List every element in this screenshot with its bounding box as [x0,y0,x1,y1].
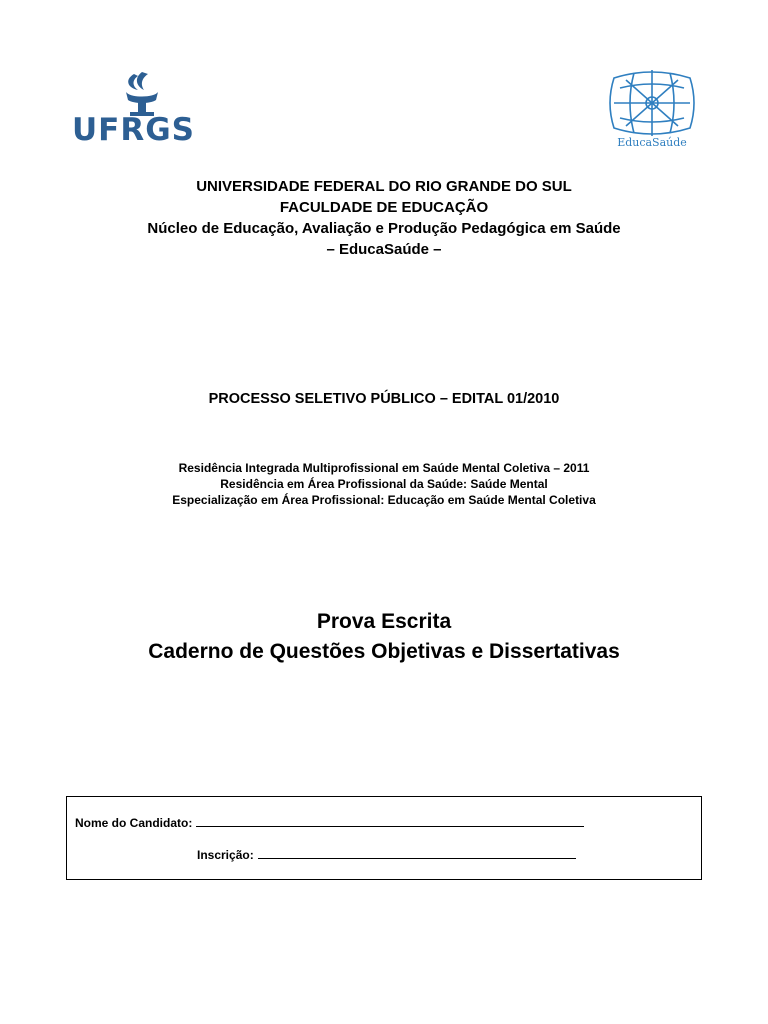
nucleus-acronym: – EducaSaúde – [326,241,442,258]
candidate-name-label: Nome do Candidato: [75,816,193,830]
candidate-form [66,796,702,880]
process-title: PROCESSO SELETIVO PÚBLICO – EDITAL 01/2010 [208,391,560,407]
faculty-name: FACULDADE DE EDUCAÇÃO [279,199,489,216]
program-2: Residência em Área Profissional da Saúde: Saúde Mental [220,477,548,491]
registration-label: Inscrição: [197,848,254,862]
program-1: Residência Integrada Multiprofissional em Saúde Mental Coletiva – 2011 [178,461,590,475]
registration-row [197,848,576,862]
registration-field[interactable] [258,848,576,859]
exam-title: Prova Escrita [316,610,452,633]
program-3: Especialização em Área Profissional: Educação em Saúde Mental Coletiva [172,493,596,507]
educasaude-logo-text: EducaSaúde [617,136,687,149]
ufrgs-logo-text: UFRGS [72,112,195,148]
globe-icon [606,68,698,138]
candidate-name-row [75,816,584,830]
nucleus-name: Núcleo de Educação, Avaliação e Produção Pedagógica em Saúde [147,220,621,237]
educasaude-logo [606,68,698,158]
ufrgs-logo [72,70,214,148]
candidate-name-field[interactable] [196,816,584,827]
exam-subtitle: Caderno de Questões Objetivas e Dissertativas [148,640,620,663]
university-name: UNIVERSIDADE FEDERAL DO RIO GRANDE DO SUL [196,178,572,195]
torch-icon [72,70,214,118]
